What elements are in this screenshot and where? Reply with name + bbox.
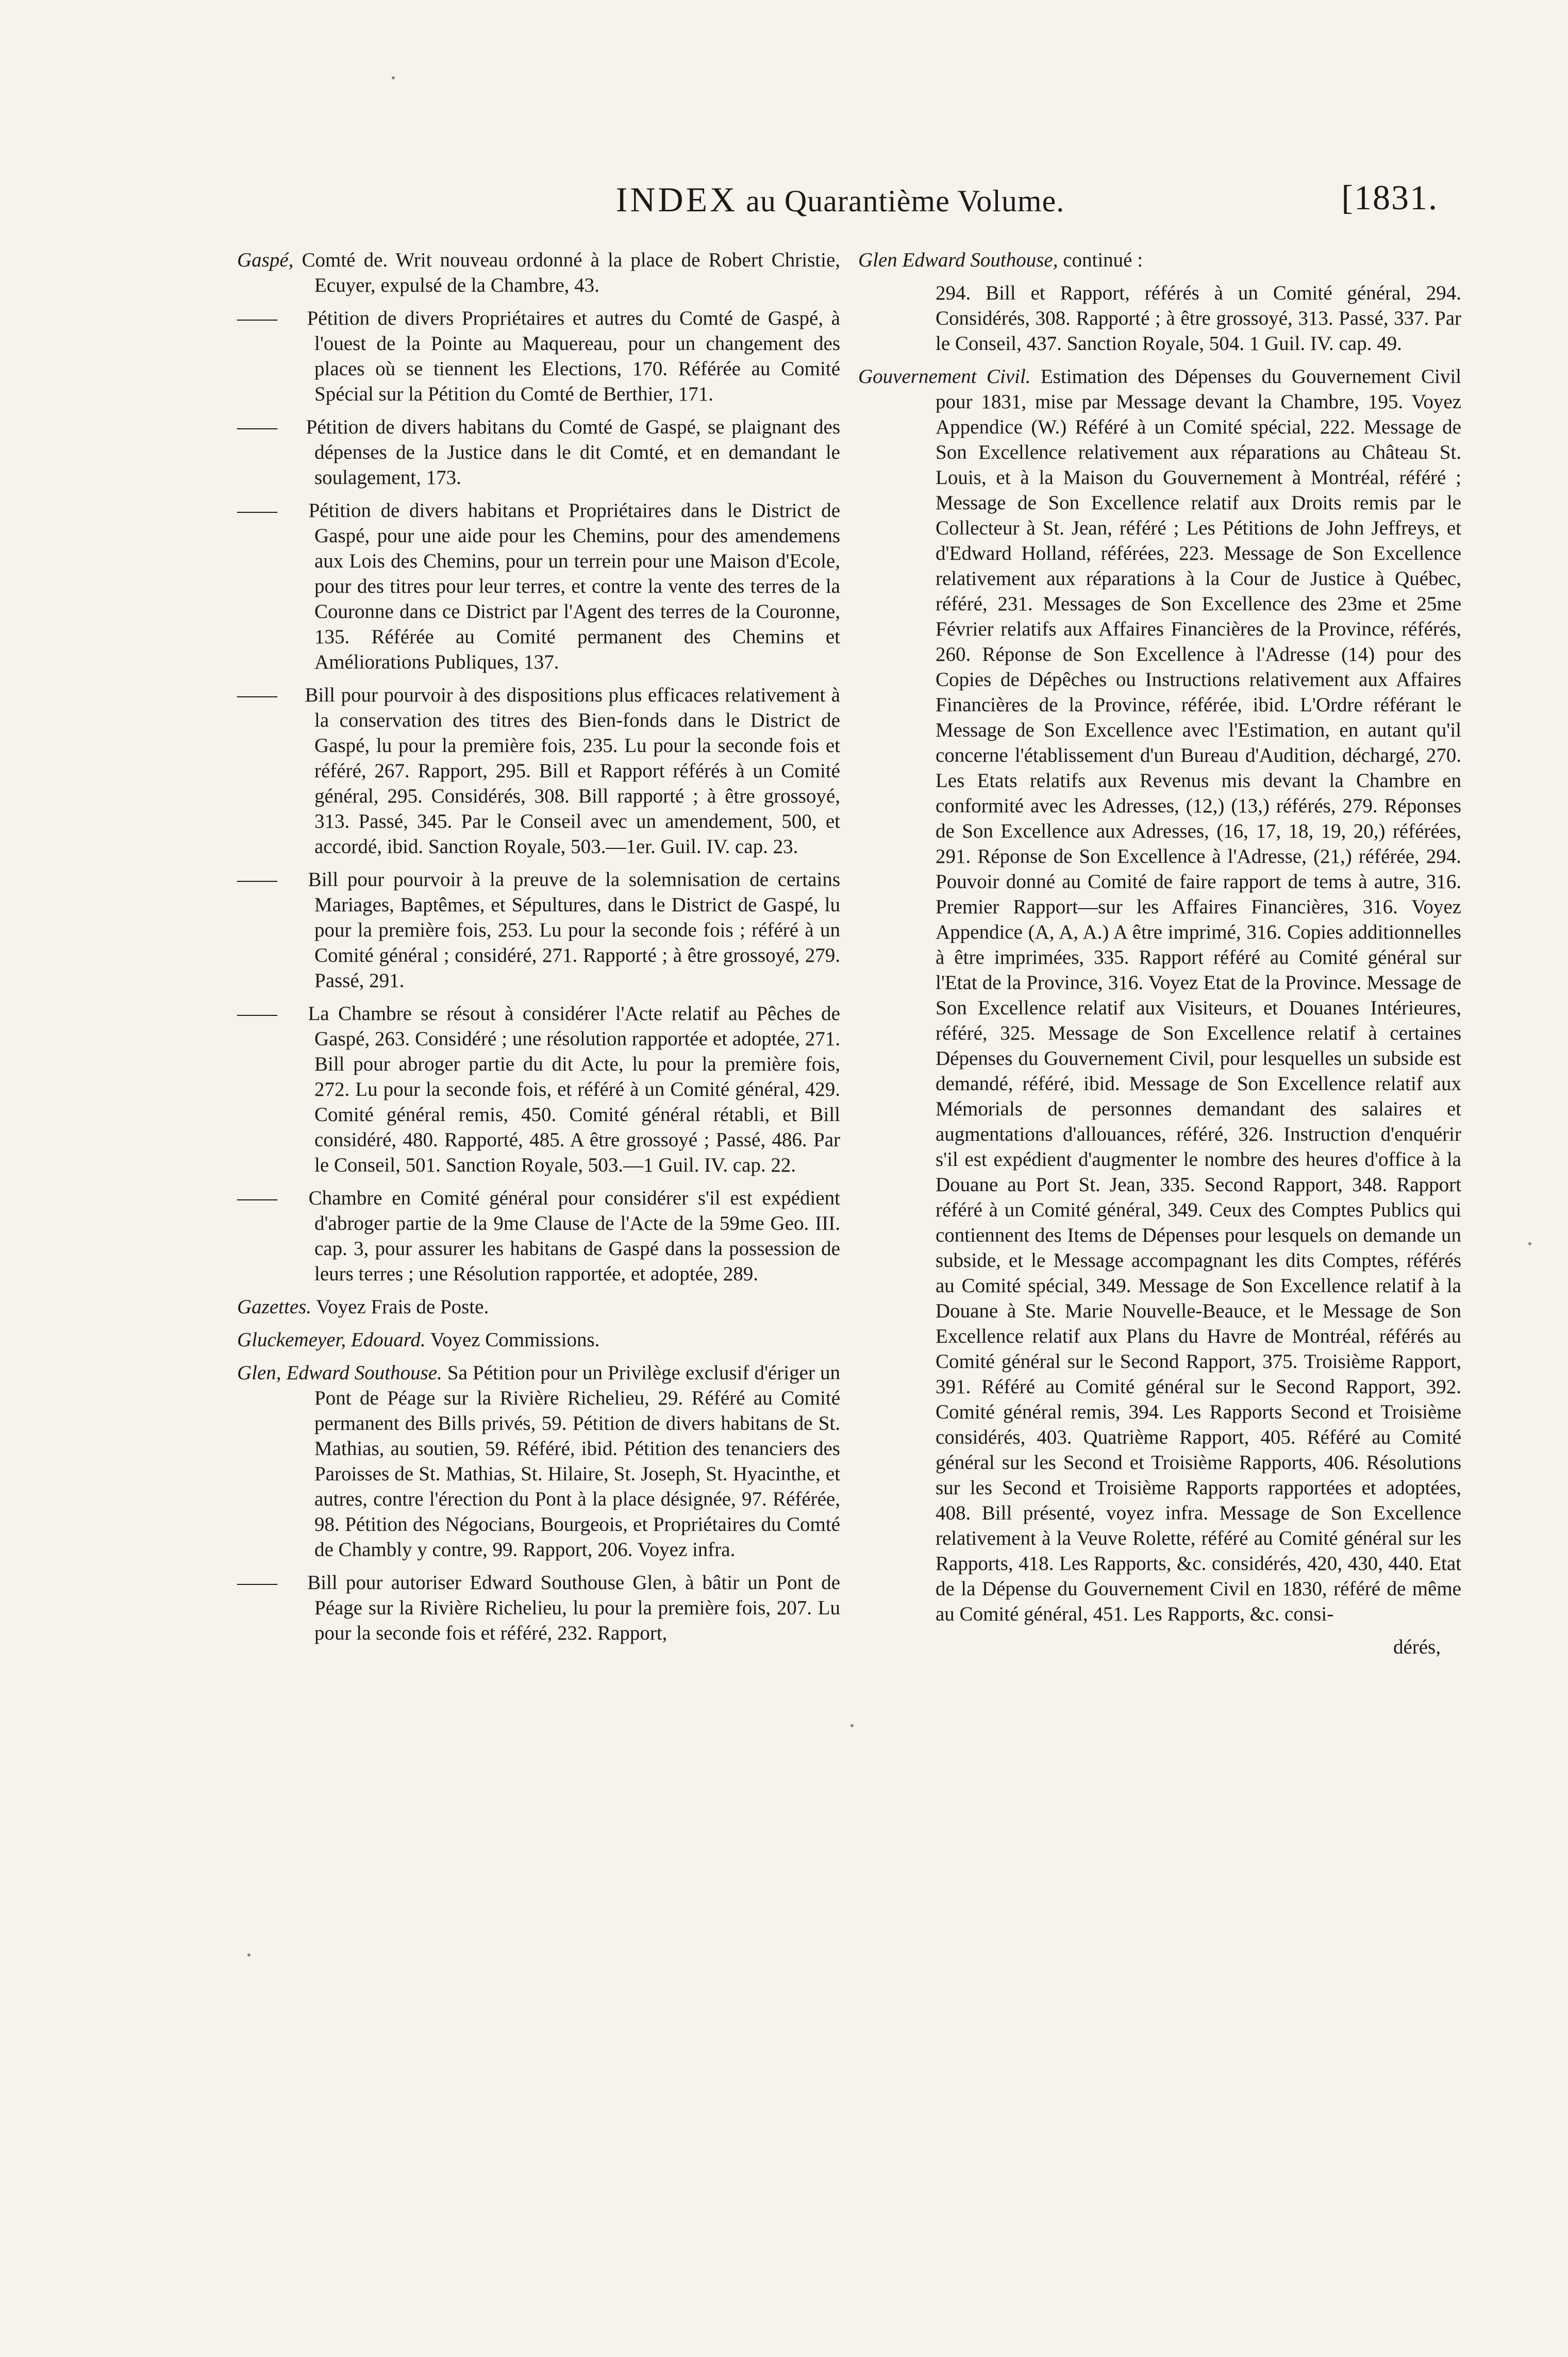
entry-text: Bill pour pourvoir à la preuve de la solemnisation de certains Mariages, Baptêmes, et Sépultures, dans le District de Gaspé, lu pour la première fois, 253. Lu pour la seconde fois ; référé à un Comité général ; considéré, 271. Rapporté ; à être grossoyé, 279. Passé, 291. <box>299 868 840 992</box>
entry-text: Comté de. Writ nouveau ordonné à la place de Robert Christie, Ecuyer, expulsé de la Chambre, 43. <box>293 249 840 296</box>
index-entry <box>858 280 1461 356</box>
catchword: dérés, <box>1393 1636 1441 1658</box>
page-title <box>237 179 1443 220</box>
entry-headword: Gluckemeyer, Edouard. <box>237 1329 426 1351</box>
entry-text: Voyez Frais de Poste. <box>311 1296 489 1318</box>
entry-dash: —— <box>237 684 277 706</box>
entry-dash: —— <box>237 1187 277 1209</box>
entry-headword: Gaspé, <box>237 249 294 271</box>
entry-text: Estimation des Dépenses du Gouvernement Civil pour 1831, mise par Message devant la Chambre, 195. Voyez Appendice (W.) Référé à un Comité spécial, 222. Message de Son Excellence relativement aux réparations au Château St. Louis, et à la Maison du Gouvernement à Montréal, référé ; Message de Son Excellence relatif aux Droits remis par le Collecteur à St. Jean, référé ; Les Pétitions de John Jeffreys, et d'Edward Holland, référées, 223. Message de Son Excellence relativement aux réparations à la Cour de Justice à Québec, référé, 231. Messages de Son Excellence des 23me et 25me Février relatifs aux Affaires Financières de la Province, référés, 260. Réponse de Son Excellence à l'Adresse (14) pour des Copies de Dépêches ou Instructions relativement aux Affaires Financières de la Province, référée, ibid. L'Ordre référant le Message de Son Excellence avec l'Estimation, en autant qu'il concerne l'établissement d'un Bureau d'Audition, déchargé, 270. Les Etats relatifs aux Revenus mis devant la Chambre en conformité avec les Adresses, (12,) (13,) référés, 279. Réponses de Son Excellence aux Adresses, (16, 17, 18, 19, 20,) référées, 291. Réponse de Son Excellence à l'Adresse, (21,) référée, 294. Pouvoir donné au Comité de faire rapport de tems à autre, 316. Premier Rapport—sur les Affaires Financières, 316. Voyez Appendice (A, A, A.) A être imprimé, 316. Copies additionnelles à être imprimées, 335. Rapport référé au Comité général sur l'Etat de la Province, 316. Voyez Etat de la Province. Message de Son Excellence relatif aux Visiteurs, et Douanes Intérieures, référé, 325. Message de Son Excellence relatif à certaines Dépenses du Gouvernement Civil, pour lesquelles un subside est demandé, référé, ibid. Message de Son Excellence relatif aux Mémorials de personnes demandant des salaires et augmentations d'allouances, référé, 326. Instruction d'enquérir s'il est expédient d'augmenter le nombre des heures d'office à la Douane au Port St. Jean, 335. Second Rapport, 348. Rapport référé à un Comité général, 349. Ceux des Comptes Publics qui contiennent des Items de Dépenses pour lesquels on demande un subside, et le Message accompagnant les dits Comptes, référés au Comité spécial, 349. Message de Son Excellence relatif à la Douane à Ste. Marie Nouvelle-Beauce, et le Message de Son Excellence relatif aux Plans du Havre de Montréal, référés au Comité général sur le Second Rapport, 375. Troisième Rapport, 391. Référé au Comité général sur le Second Rapport, 392. Comité général remis, 394. Les Rapports Second et Troisième considérés, 403. Quatrième Rapport, 405. Référé au Comité général sur les Second et Troisième Rapports, 406. Résolutions sur les Second et Troisième Rapports rapportées et adoptées, 408. Bill présenté, voyez infra. Message de Son Excellence relativement à la Veuve Rolette, référé au Comité général sur les Rapports, 418. Les Rapports, &c. considérés, 420, 430, 440. Etat de la Dépense du Gouvernement Civil en 1830, référé de même au Comité général, 451. Les Rapports, &c. consi- <box>936 365 1461 1625</box>
index-entry <box>237 1327 840 1352</box>
index-entry <box>237 1294 840 1319</box>
entry-dash: —— <box>237 1002 277 1025</box>
title-rest: au Quarantième Volume. <box>746 184 1065 218</box>
index-word: INDEX <box>615 180 738 219</box>
index-entry <box>237 306 840 407</box>
index-entry <box>237 1360 840 1562</box>
entry-headword: Glen Edward Southouse, <box>858 249 1058 271</box>
entry-dash: —— <box>237 868 277 891</box>
paper-speck <box>392 76 395 79</box>
entry-text: Pétition de divers habitans et Propriétaires dans le District de Gaspé, pour une aide pour les Chemins, pour des amendemens aux Lois des Chemins, pour un terrein pour une Maison d'Ecole, pour des titres pour leur terres, et contre la vente des terres de la Couronne dans ce District par l'Agent des terres de la Couronne, 135. Référée au Comité permanent des Chemins et Améliorations Publiques, 137. <box>299 499 840 673</box>
index-entry <box>237 1185 840 1286</box>
entry-text: Pétition de divers Propriétaires et autres du Comté de Gaspé, à l'ouest de la Pointe au Maquereau, pour un changement des places où se tiennent les Elections, 170. Référée au Comité Spécial sur la Pétition du Comté de Berthier, 171. <box>299 307 840 405</box>
index-entry <box>858 364 1461 1627</box>
entry-text: Bill pour pourvoir à des dispositions plus efficaces relativement à la conservation des titres des Bien-fonds dans le District de Gaspé, lu pour la première fois, 235. Lu pour la seconde fois et référé, 267. Rapport, 295. Bill et Rapport référés à un Comité général, 295. Considérés, 308. Bill rapporté ; à être grossoyé, 313. Passé, 345. Par le Conseil avec un amendement, 500, et accordé, ibid. Sanction Royale, 503.—1er. Guil. IV. cap. 23. <box>299 684 840 858</box>
entry-dash: —— <box>237 499 277 522</box>
index-entry <box>237 867 840 993</box>
index-entry <box>237 414 840 490</box>
entry-headword: Glen, Edward Southouse. <box>237 1362 442 1384</box>
index-entry <box>237 247 840 298</box>
index-entry <box>237 1001 840 1178</box>
entry-text: La Chambre se résout à considérer l'Acte relatif au Pêches de Gaspé, 263. Considéré ; une résolution rapportée et adoptée, 271. Bill pour abroger partie du dit Acte, lu pour la première fois, 272. Lu pour la seconde fois, et référé à un Comité général, 429. Comité général remis, 450. Comité général rétabli, et Bill considéré, 480. Rapporté, 485. A être grossoyé ; Passé, 486. Par le Conseil, 501. Sanction Royale, 503.—1 Guil. IV. cap. 22. <box>299 1002 840 1176</box>
page-year: [1831. <box>1341 178 1438 217</box>
entry-headword: Gouvernement Civil. <box>858 365 1031 388</box>
paper-speck <box>1528 1242 1531 1245</box>
entry-dash: —— <box>237 416 277 438</box>
entry-headword: Gazettes. <box>237 1296 312 1318</box>
paper-speck <box>247 1953 251 1957</box>
entry-text: Pétition de divers habitans du Comté de Gaspé, se plaignant des dépenses de la Justice dans le dit Comté, et en demandant le soulagement, 173. <box>299 416 840 489</box>
entry-dash: —— <box>237 1572 277 1594</box>
index-entry <box>237 682 840 859</box>
entry-dash: —— <box>237 307 277 329</box>
paper-speck <box>850 1724 854 1727</box>
entry-text: Voyez Commissions. <box>425 1329 600 1351</box>
page-header <box>237 179 1443 231</box>
entry-text: 294. Bill et Rapport, référés à un Comité général, 294. Considérés, 308. Rapporté ; à être grossoyé, 313. Passé, 337. Par le Conseil, 437. Sanction Royale, 504. 1 Guil. IV. cap. 49. <box>936 282 1461 355</box>
entry-text: continué : <box>1058 249 1143 271</box>
entry-text: Sa Pétition pour un Privilège exclusif d'ériger un Pont de Péage sur la Rivière Richelieu, 29. Référé au Comité permanent des Bills privés, 59. Pétition de divers habitans de St. Mathias, au soutien, 59. Référé, ibid. Pétition des tenanciers des Paroisses de St. Mathias, St. Hilaire, St. Joseph, St. Hyacinthe, et autres, contre l'érection du Pont à la place désignée, 97. Référée, 98. Pétition des Négocians, Bourgeois, et Propriétaires du Comté de Chambly y contre, 99. Rapport, 206. Voyez infra. <box>314 1362 841 1561</box>
index-entry <box>858 247 1461 273</box>
right-column <box>858 247 1461 1660</box>
index-entry <box>237 1570 840 1646</box>
entry-text: Bill pour autoriser Edward Southouse Glen, à bâtir un Pont de Péage sur la Rivière Richelieu, lu pour la première fois, 207. Lu pour la seconde fois et référé, 232. Rapport, <box>299 1572 840 1644</box>
left-column <box>237 247 840 1653</box>
index-entry <box>237 498 840 675</box>
entry-text: Chambre en Comité général pour considérer s'il est expédient d'abroger partie de la 9me Clause de l'Acte de la 59me Geo. III. cap. 3, pour assurer les habitans de Gaspé dans la possession de leurs terres ; une Résolution rapportée, et adoptée, 289. <box>299 1187 840 1285</box>
